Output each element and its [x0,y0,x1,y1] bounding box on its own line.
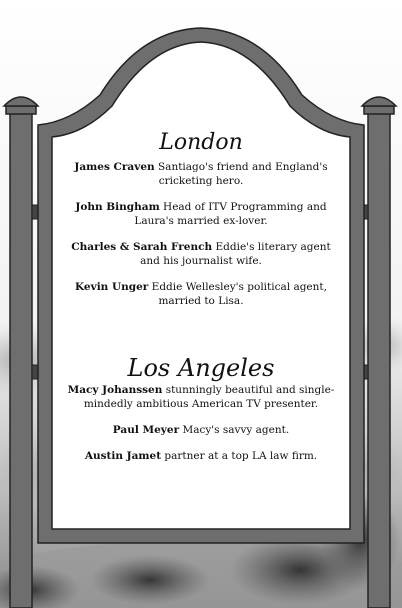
character-description: Santiago's friend and England's cricketing hero. [157,161,328,187]
character-description: Eddie Wellesley's political agent, married to Lisa. [151,281,327,307]
character-entry [60,200,342,228]
right-post-cap-base [364,106,394,114]
character-entry [60,449,342,463]
character-name: Kevin Unger [75,281,149,293]
left-post-cap-base [6,106,36,114]
left-post [10,112,32,608]
los-angeles-section [60,353,342,463]
london-section [60,128,342,308]
character-name: John Bingham [75,201,160,213]
section-heading-london: London [159,130,243,155]
character-description: Eddie's literary agent and his journalist wife. [140,241,331,267]
right-post [368,112,390,608]
character-entry [60,423,342,437]
tree-shadow [90,555,210,605]
character-name: Macy Johanssen [67,384,163,396]
character-name: Paul Meyer [112,424,180,436]
character-description: Head of ITV Programming and Laura's married ex-lover. [134,201,327,227]
character-description: stunningly beautiful and single-mindedly ambitious American TV presenter. [83,384,335,410]
character-description: Macy's savvy agent. [182,424,290,436]
character-entry [60,160,342,188]
character-entry [60,383,342,411]
section-heading-los-angeles: Los Angeles [127,354,275,382]
character-name: Charles & Sarah French [71,241,213,253]
character-name: James Craven [74,161,155,173]
character-entry [60,240,342,268]
character-name: Austin Jamet [84,450,162,462]
character-description: partner at a top LA law firm. [164,450,318,462]
character-entry [60,280,342,308]
